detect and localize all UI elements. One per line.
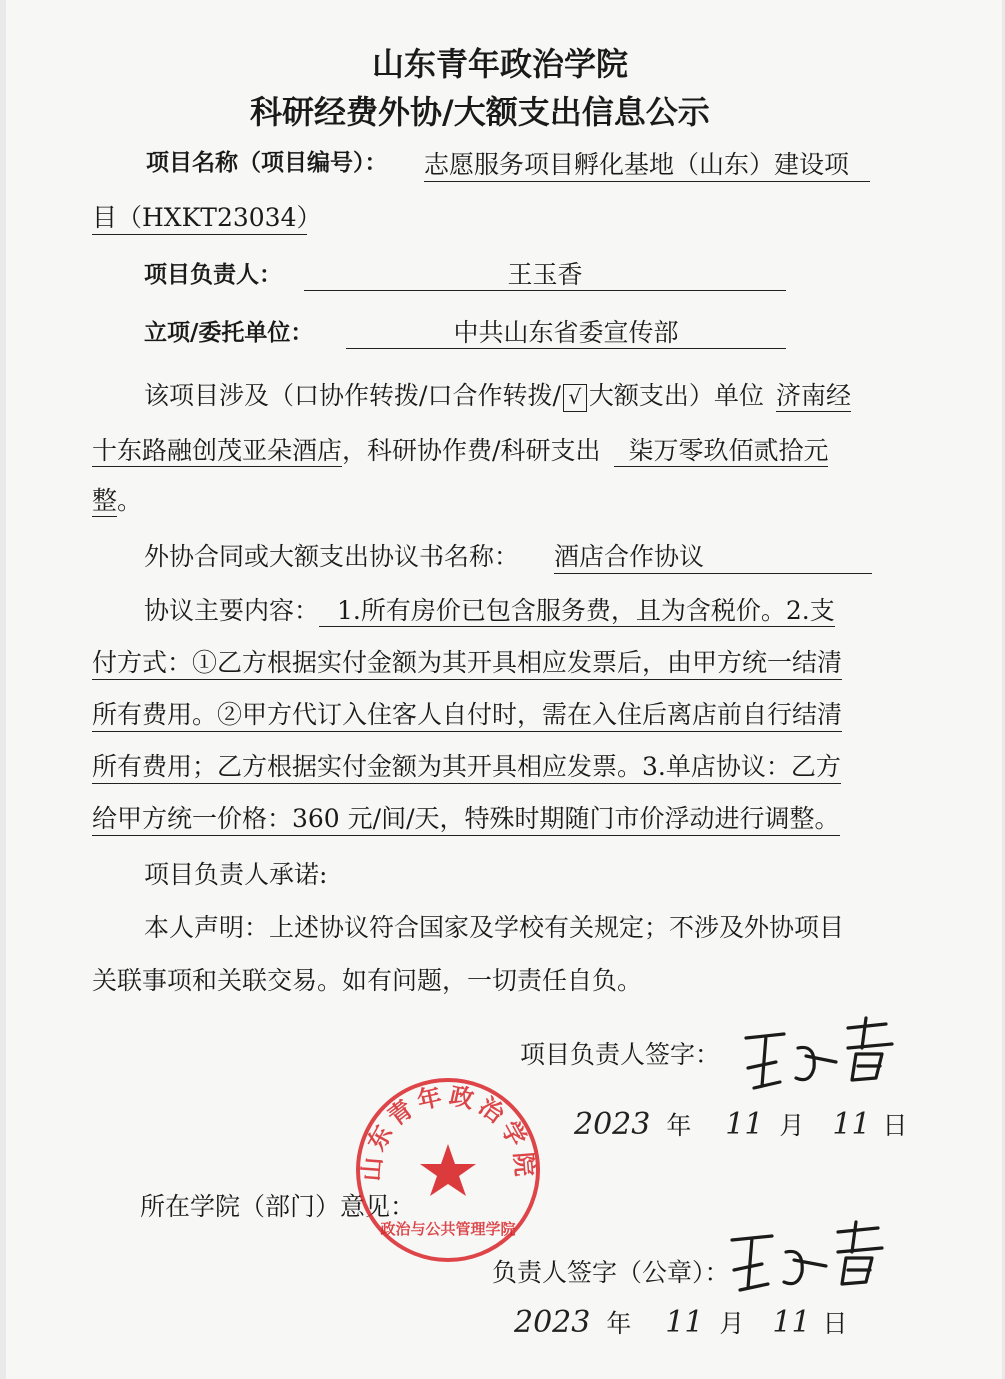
department-opinion-label: 所在学院（部门）意见： [140,1192,416,1221]
agreement-content-5: 给甲方统一价格：360 元/间/天，特殊时期随门市价浮动进行调整。 [92,804,840,836]
company-name-1: 济南经 [775,381,851,410]
date-2-month: 11 [665,1305,704,1340]
option1-label: 协作转拨/ [319,381,428,410]
date-2 [514,1305,848,1340]
company-name-2: 十东路融创茂亚朵酒店 [92,436,343,465]
option1-box: 口 [294,381,320,410]
option2-label: 合作转拨/ [452,381,561,410]
responsible-signature-label: 负责人签字（公章）： [492,1258,730,1287]
agreement-content-line-1 [144,596,835,626]
leader-handwritten-signature [736,1008,906,1098]
option3-checkbox-checked: √ [563,384,587,412]
project-name-label: 项目名称（项目编号）： [146,150,388,176]
date-2-month-char: 月 [719,1309,745,1338]
date-1-month-char: 月 [779,1111,805,1140]
date-2-day: 11 [772,1305,811,1340]
agreement-name-value: 酒店合作协议 [554,542,872,574]
project-name-value-2: 目（HXKT23034） [92,203,307,235]
agreement-name-label: 外协合同或大额支出协议书名称： [144,542,520,571]
commitment-line-1: 本人声明：上述协议符合国家及学校有关规定；不涉及外协项目 [144,913,845,942]
date-2-day-char: 日 [822,1309,848,1338]
involvement-line-2 [92,436,828,466]
commitment-line-2: 关联事项和关联交易。如有问题，一切责任自负。 [92,966,643,995]
option2-box: 口 [427,381,453,410]
amount-2: 整 [92,486,118,515]
agreement-content-3: 所有费用。②甲方代订入住客人自付时，需在入住后离店前自行结清 [92,700,842,732]
date-1-day: 11 [832,1107,871,1142]
date-2-year: 2023 [514,1305,591,1340]
unit-value: 中共山东省委宣传部 [346,318,786,349]
agreement-content-2: 付方式：①乙方根据实付金额为其开具相应发票后，由甲方统一结清 [92,648,842,680]
responsible-handwritten-signature [722,1212,898,1302]
date-1-year-char: 年 [666,1111,692,1140]
date-2-year-char: 年 [606,1309,632,1338]
leader-signature-label: 项目负责人签字： [520,1040,721,1069]
agreement-content-1: 1.所有房价已包含服务费，且为含税价。2.支 [319,596,835,627]
date-1 [574,1107,908,1142]
seal-star-icon [420,1144,476,1196]
institution-title: 山东青年政治学院 [372,45,629,83]
commitment-heading: 项目负责人承诺: [144,860,328,889]
document-page [6,0,1002,1379]
seal-inner-text: 政治与公共管理学院 [380,1220,516,1238]
seal-outer-text: 山东青年政治学院 [357,1081,539,1183]
agreement-content-4: 所有费用；乙方根据实付金额为其开具相应发票。3.单店协议：乙方 [92,752,841,784]
unit-label: 立项/委托单位： [144,320,314,346]
involvement-prefix: 该项目涉及（ [144,381,295,410]
involvement-line-1 [144,381,851,412]
document-title: 科研经费外协/大额支出信息公示 [250,93,710,131]
period: 。 [117,486,143,515]
expense-type: ，科研协作费/科研支出 [342,436,601,465]
option3-label: 大额支出）单位 [588,381,764,410]
agreement-content-label: 协议主要内容： [144,596,320,625]
date-1-day-char: 日 [882,1111,908,1140]
official-seal-stamp [350,1072,546,1268]
amount-1: 柒万零玖佰贰拾元 [614,436,828,467]
involvement-line-3 [92,486,142,516]
project-name-value-1: 志愿服务项目孵化基地（山东）建设项 [424,150,870,182]
leader-label: 项目负责人： [144,262,282,288]
date-1-year: 2023 [574,1107,651,1142]
leader-value: 王玉香 [304,260,786,291]
date-1-month: 11 [725,1107,764,1142]
